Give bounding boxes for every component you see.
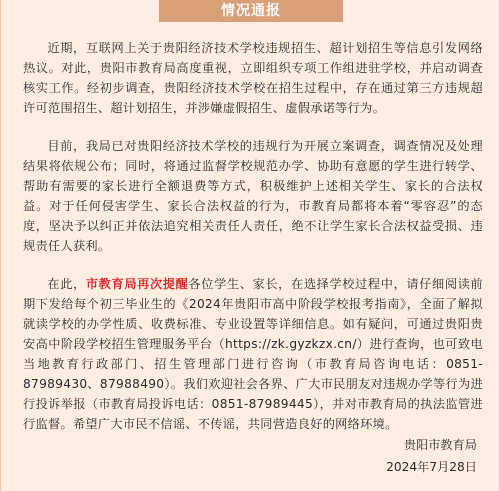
signature-block: [386, 434, 477, 478]
signature-org: 贵阳市教育局: [403, 438, 477, 452]
notice-title: 情况通报: [159, 0, 343, 22]
paragraph-1: 近期，互联网上关于贵阳经济技术学校违规招生、超计划招生等信息引发网络热议。对此，贵阳市教育局高度重视，立即组织专项工作组进驻学校，并启动调查核实工作。经初步调查，贵阳经济技术学校在招生过程中，存在通过第三方违规超许可范围招生、超计划招生，并涉嫌虚假招生、虚假承诺等行为。: [23, 41, 483, 115]
signature-date: 2024年7月28日: [386, 460, 477, 474]
paragraph-3-text: 各位学生、家长，在选择学校过程中，请仔细阅读前期下发给每个初三毕业生的《2024年贵阳市高中阶段学校报考指南》，全面了解拟就读学校的办学性质、收费标准、专业设置等详细信息。如有疑问，可通过贵阳贵安高中阶段学校招生管理服务平台（https://zk.gyzkzx.cn/）进行查询，也可致电当地教育行政部门、招生管理部门进行咨询（市教育局咨询电话：0851-87989430、87988490）。我们欢迎社会各界、广大市民朋友对违规办学等行为进行投诉举报（市教育局投诉电话：0851-87989445），并对市教育局的执法监管进行监督。希望广大市民不信谣、不传谣，共同营造良好的网络环境。: [23, 277, 483, 431]
reminder-emphasis: 市教育局再次提醒: [85, 277, 189, 291]
notice-body: [23, 38, 483, 444]
paragraph-3-prefix: 在此，: [47, 277, 86, 291]
paragraph-2: 目前，我局已对贵阳经济技术学校的违规行为开展立案调查，调查情况及处理结果将依规公布；同时，将通过监督学校规范办学、协助有意愿的学生进行转学、帮助有需要的家长进行全额退费等方式，积极维护上述相关学生、家长的合法权益。对于任何侵害学生、家长合法权益的行为，市教育局都将本着“零容忍”的态度，坚决予以纠正并依法追究相关责任人责任，绝不让学生家长合法权益受损、违规责任人获利。: [23, 139, 483, 253]
paragraph-3: [23, 274, 483, 434]
